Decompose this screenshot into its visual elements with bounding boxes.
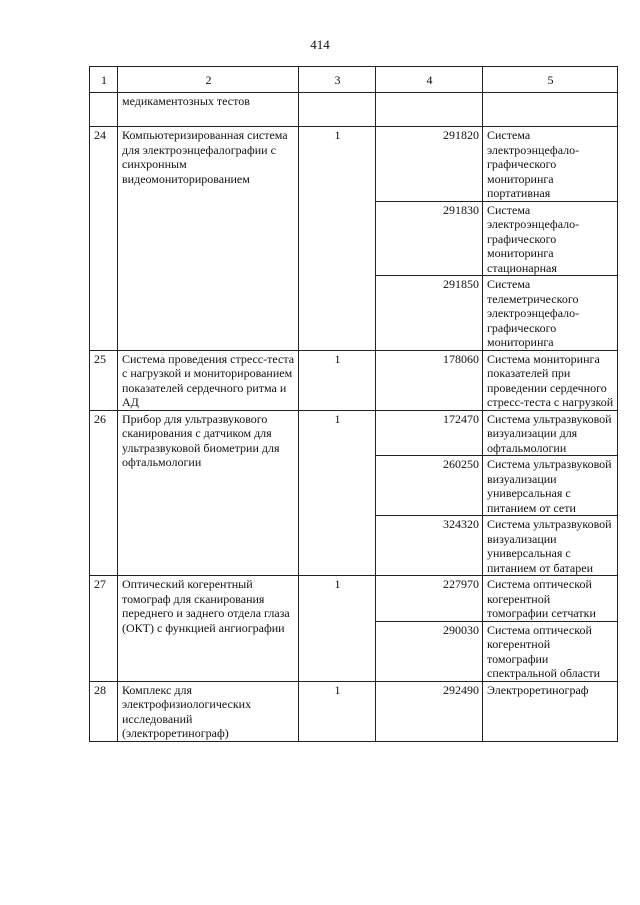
code-cell: 291850 <box>376 276 483 351</box>
desc-cell: Система телеметрического электроэнцефало-графического мониторинга <box>483 276 618 351</box>
desc-cell: Система электроэнцефало-графического мониторинга портативная <box>483 127 618 202</box>
code-cell: 172470 <box>376 410 483 456</box>
code-cell: 324320 <box>376 516 483 576</box>
qty-cell <box>299 93 376 127</box>
table-row <box>90 410 618 456</box>
name-cell: медикаментозных тестов <box>118 93 299 127</box>
qty-cell: 1 <box>299 350 376 410</box>
code-cell: 290030 <box>376 621 483 681</box>
equipment-table <box>89 66 618 742</box>
code-cell: 292490 <box>376 681 483 741</box>
table-row <box>90 350 618 410</box>
code-cell: 291820 <box>376 127 483 202</box>
table-header-row <box>90 67 618 93</box>
qty-cell: 1 <box>299 127 376 351</box>
desc-cell: Система оптической когерентной томографии сетчатки <box>483 576 618 622</box>
code-cell: 291830 <box>376 201 483 276</box>
code-cell: 178060 <box>376 350 483 410</box>
qty-cell: 1 <box>299 681 376 741</box>
desc-cell: Электроретинограф <box>483 681 618 741</box>
num-cell <box>90 93 118 127</box>
continuation-row <box>90 93 618 127</box>
desc-cell <box>483 93 618 127</box>
header-cell: 3 <box>299 67 376 93</box>
qty-cell: 1 <box>299 410 376 576</box>
header-cell: 2 <box>118 67 299 93</box>
code-cell: 227970 <box>376 576 483 622</box>
code-cell: 260250 <box>376 456 483 516</box>
table-row <box>90 576 618 622</box>
qty-cell: 1 <box>299 576 376 682</box>
name-cell: Прибор для ультразвукового сканирования с датчиком для ультразвуковой биометрии для офтальмологии <box>118 410 299 576</box>
desc-cell: Система ультразвуковой визуализации универсальная с питанием от батареи <box>483 516 618 576</box>
header-cell: 1 <box>90 67 118 93</box>
desc-cell: Система ультразвуковой визуализации универсальная с питанием от сети <box>483 456 618 516</box>
num-cell: 24 <box>90 127 118 351</box>
name-cell: Оптический когерентный томограф для сканирования переднего и заднего отдела глаза (ОКТ) с функцией ангиографии <box>118 576 299 682</box>
header-cell: 4 <box>376 67 483 93</box>
desc-cell: Система электроэнцефало-графического мониторинга стационарная <box>483 201 618 276</box>
desc-cell: Система ультразвуковой визуализации для офтальмологии <box>483 410 618 456</box>
page-number: 414 <box>310 37 330 52</box>
header-cell: 5 <box>483 67 618 93</box>
desc-cell: Система мониторинга показателей при проведении сердечного стресс-теста с нагрузкой <box>483 350 618 410</box>
name-cell: Компьютеризированная система для электроэнцефалографии с синхронным видеомониторированием <box>118 127 299 351</box>
name-cell: Система проведения стресс-теста с нагрузкой и мониторированием показателей сердечного ритма и АД <box>118 350 299 410</box>
desc-cell: Система оптической когерентной томографии спектральной области <box>483 621 618 681</box>
table-row <box>90 681 618 741</box>
num-cell: 26 <box>90 410 118 576</box>
num-cell: 27 <box>90 576 118 682</box>
num-cell: 25 <box>90 350 118 410</box>
table-row <box>90 127 618 202</box>
num-cell: 28 <box>90 681 118 741</box>
name-cell: Комплекс для электрофизиологических исследований (электроретинограф) <box>118 681 299 741</box>
code-cell <box>376 93 483 127</box>
